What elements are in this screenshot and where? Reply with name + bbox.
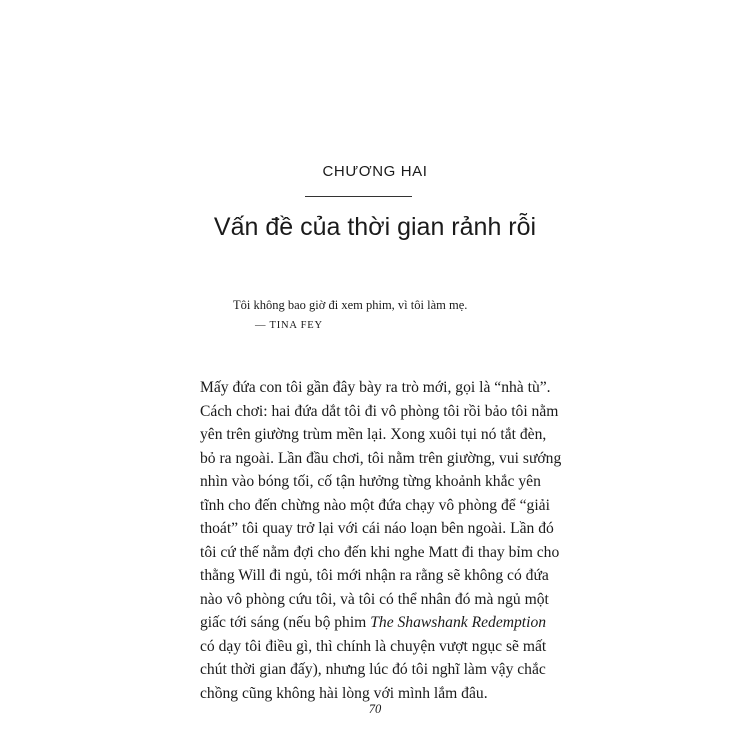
- page-number: 70: [368, 702, 382, 716]
- body-line: tôi cứ thế nằm đợi cho đến khi nghe Matt đi thay bỉm cho: [200, 543, 560, 561]
- epigraph-author: — TINA FEY: [255, 320, 323, 331]
- body-line: yên trên giường trùm mền lại. Xong xuôi tụi nó tắt đèn,: [200, 426, 547, 443]
- body-line: nào vô phòng cứu tôi, và tôi có thể nhân đó mà ngủ một: [200, 590, 549, 608]
- body-line-text: giấc tới sáng (nếu bộ phim: [200, 614, 371, 631]
- body-line: Mấy đứa con tôi gần đây bày ra trò mới, gọi là “nhà tù”.: [200, 379, 551, 396]
- chapter-title: Vấn đề của thời gian rảnh rỗi: [213, 213, 537, 241]
- body-line: Cách chơi: hai đứa dắt tôi đi vô phòng tôi rồi bảo tôi nằm: [200, 402, 559, 420]
- body-line: thằng Will đi ngủ, tôi mới nhận ra rằng sẽ không có đứa: [200, 567, 549, 584]
- film-title: The Shawshank Redemption: [370, 614, 547, 631]
- body-line: chút thời gian đấy), nhưng lúc đó tôi nghĩ làm vậy chắc: [200, 661, 546, 678]
- body-line: chồng cũng không hài lòng với mình lắm đâu.: [200, 684, 488, 702]
- body-line: tĩnh cho đến chừng nào một đứa chạy vô phòng để “giải: [200, 496, 550, 514]
- chapter-label: CHƯƠNG HAI: [322, 163, 428, 180]
- body-line: có dạy tôi điều gì, thì chính là chuyện vượt ngục sẽ mất: [200, 637, 547, 655]
- body-line: bỏ ra ngoài. Lần đầu chơi, tôi nằm trên giường, vui sướng: [200, 449, 562, 467]
- body-line-with-film-title: [200, 611, 560, 635]
- body-text: [200, 376, 560, 705]
- chapter-divider: [305, 196, 412, 197]
- body-line: nhìn vào bóng tối, cố tận hưởng từng khoảnh khắc yên: [200, 473, 541, 490]
- epigraph-quote: Tôi không bao giờ đi xem phim, vì tôi làm mẹ.: [233, 298, 468, 312]
- body-line: thoát” tôi quay trở lại với cái náo loạn bên ngoài. Lần đó: [200, 520, 554, 537]
